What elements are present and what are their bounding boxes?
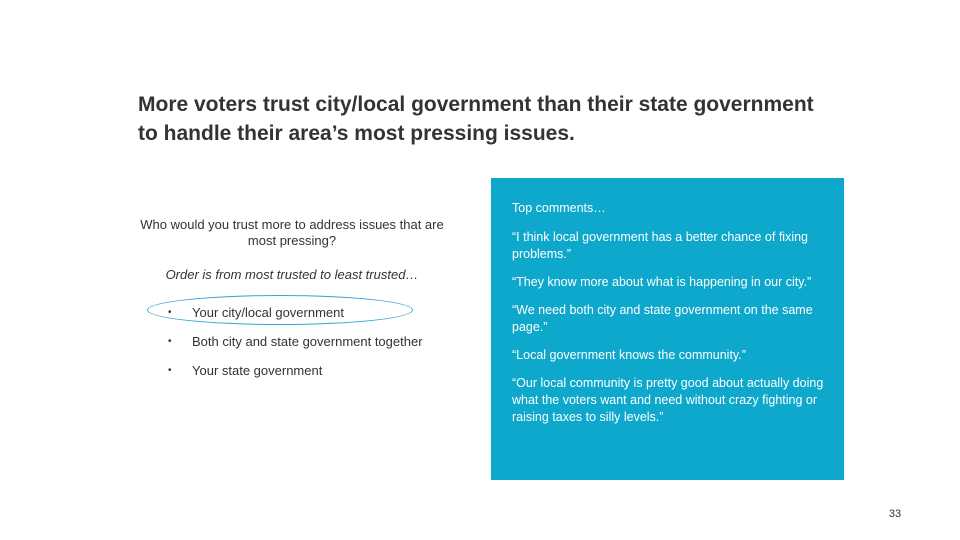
comment-quote: “We need both city and state government on the same page.” xyxy=(512,303,813,334)
survey-question: Who would you trust more to address issues that are most pressing? xyxy=(140,217,444,248)
comment-quote: “Our local community is pretty good about actually doing what the voters want and need without crazy fighting or raising taxes to silly levels.” xyxy=(512,376,824,424)
answer-option-label: Your state government xyxy=(192,363,323,378)
order-note: Order is from most trusted to least trusted… xyxy=(165,267,419,282)
comments-header: Top comments… xyxy=(512,201,606,215)
comment-quote: “I think local government has a better chance of fixing problems.” xyxy=(512,230,808,261)
comment-quote: “Local government knows the community.” xyxy=(512,348,746,362)
comment-quote: “They know more about what is happening in our city.” xyxy=(512,275,812,289)
answer-option-label: Both city and state government together xyxy=(192,334,423,349)
bullet-icon: • xyxy=(168,307,172,318)
answer-option-label: Your city/local government xyxy=(192,305,344,320)
bullet-icon: • xyxy=(168,365,172,376)
bullet-icon: • xyxy=(168,336,172,347)
slide-title: More voters trust city/local government than their state government to handle their area’s most pressing issues. xyxy=(138,93,814,145)
page-number: 33 xyxy=(888,508,902,520)
top-comments-panel xyxy=(491,178,844,480)
